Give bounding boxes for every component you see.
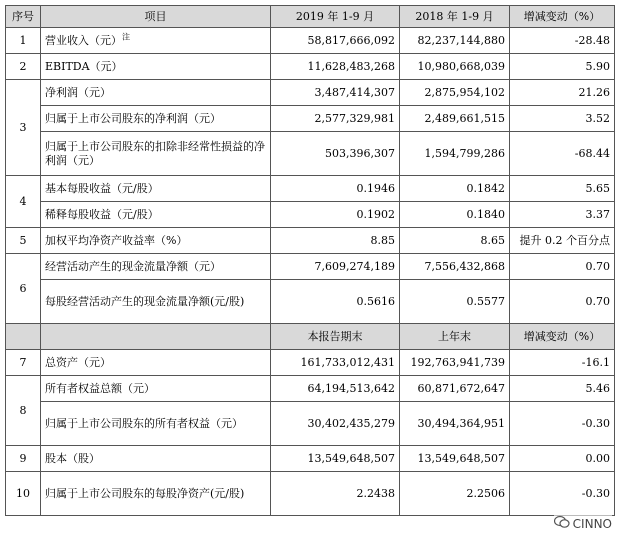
header-2018: 2018 年 1-9 月 [400, 6, 510, 28]
row-no: 1 [6, 28, 41, 54]
table-row [6, 106, 615, 132]
table-row [6, 54, 615, 80]
table-row [6, 446, 615, 472]
subheader-prev: 上年末 [400, 324, 510, 350]
value-change: 0.00 [510, 446, 615, 472]
row-item: EBITDA（元） [41, 54, 271, 80]
financial-summary-table [5, 5, 615, 516]
value-previous: 60,871,672,647 [400, 376, 510, 402]
value-current: 30,402,435,279 [271, 402, 400, 446]
value-change: 0.70 [510, 280, 615, 324]
wechat-icon [554, 515, 570, 532]
row-no: 4 [6, 176, 41, 228]
value-change: 21.26 [510, 80, 615, 106]
header-change: 增减变动（%） [510, 6, 615, 28]
value-2019: 58,817,666,092 [271, 28, 400, 54]
row-item: 归属于上市公司股东的扣除非经常性损益的净利润（元） [41, 132, 271, 176]
value-current: 2.2438 [271, 472, 400, 516]
table-row [6, 202, 615, 228]
value-2018: 1,594,799,286 [400, 132, 510, 176]
value-2019: 0.1946 [271, 176, 400, 202]
value-2019: 7,609,274,189 [271, 254, 400, 280]
value-2019: 2,577,329,981 [271, 106, 400, 132]
value-change: 3.52 [510, 106, 615, 132]
subheader-blank-item [41, 324, 271, 350]
value-previous: 192,763,941,739 [400, 350, 510, 376]
row-item: 归属于上市公司股东的每股净资产(元/股) [41, 472, 271, 516]
value-change: 提升 0.2 个百分点 [510, 228, 615, 254]
value-change: -16.1 [510, 350, 615, 376]
header-item: 项目 [41, 6, 271, 28]
value-2018: 2,489,661,515 [400, 106, 510, 132]
watermark [554, 515, 612, 532]
subheader-period: 本报告期末 [271, 324, 400, 350]
subheader-blank-no [6, 324, 41, 350]
value-change: 5.90 [510, 54, 615, 80]
row-no: 8 [6, 376, 41, 446]
value-change: 3.37 [510, 202, 615, 228]
value-2018: 2,875,954,102 [400, 80, 510, 106]
row-item: 净利润（元） [41, 80, 271, 106]
row-item [41, 28, 271, 54]
table-row [6, 350, 615, 376]
table-row [6, 402, 615, 446]
table-row [6, 228, 615, 254]
value-2019: 11,628,483,268 [271, 54, 400, 80]
table-row [6, 176, 615, 202]
value-2019: 0.5616 [271, 280, 400, 324]
row-no: 10 [6, 472, 41, 516]
value-previous: 13,549,648,507 [400, 446, 510, 472]
value-change: 5.65 [510, 176, 615, 202]
row-no: 3 [6, 80, 41, 176]
value-2019: 8.85 [271, 228, 400, 254]
row-item: 归属于上市公司股东的所有者权益（元） [41, 402, 271, 446]
value-previous: 30,494,364,951 [400, 402, 510, 446]
table-row [6, 376, 615, 402]
row-item: 经营活动产生的现金流量净额（元） [41, 254, 271, 280]
value-change: -0.30 [510, 472, 615, 516]
value-current: 161,733,012,431 [271, 350, 400, 376]
table-row [6, 28, 615, 54]
value-change: 5.46 [510, 376, 615, 402]
table-row [6, 132, 615, 176]
value-current: 64,194,513,642 [271, 376, 400, 402]
row-item: 所有者权益总额（元） [41, 376, 271, 402]
value-2018: 0.1842 [400, 176, 510, 202]
value-2019: 3,487,414,307 [271, 80, 400, 106]
value-2018: 0.1840 [400, 202, 510, 228]
row-item: 每股经营活动产生的现金流量净额(元/股) [41, 280, 271, 324]
table-row [6, 472, 615, 516]
row-item: 归属于上市公司股东的净利润（元） [41, 106, 271, 132]
table-row [6, 280, 615, 324]
value-2019: 0.1902 [271, 202, 400, 228]
row-item: 稀释每股收益（元/股） [41, 202, 271, 228]
row-no: 6 [6, 254, 41, 324]
row-item: 加权平均净资产收益率（%） [41, 228, 271, 254]
footnote-mark: 注 [122, 31, 130, 41]
subheader-change: 增减变动（%） [510, 324, 615, 350]
table-row [6, 80, 615, 106]
value-change: -0.30 [510, 402, 615, 446]
value-2018: 0.5577 [400, 280, 510, 324]
row-no: 2 [6, 54, 41, 80]
row-item: 基本每股收益（元/股） [41, 176, 271, 202]
value-change: -68.44 [510, 132, 615, 176]
row-no: 7 [6, 350, 41, 376]
value-2018: 10,980,668,039 [400, 54, 510, 80]
table-subheader-row [6, 324, 615, 350]
row-no: 9 [6, 446, 41, 472]
header-2019: 2019 年 1-9 月 [271, 6, 400, 28]
watermark-text: CINNO [572, 516, 612, 531]
value-2018: 8.65 [400, 228, 510, 254]
value-current: 13,549,648,507 [271, 446, 400, 472]
value-2019: 503,396,307 [271, 132, 400, 176]
value-previous: 2.2506 [400, 472, 510, 516]
header-no: 序号 [6, 6, 41, 28]
row-item: 股本（股） [41, 446, 271, 472]
table-header-row [6, 6, 615, 28]
row-item: 总资产（元） [41, 350, 271, 376]
row-no: 5 [6, 228, 41, 254]
value-2018: 7,556,432,868 [400, 254, 510, 280]
value-2018: 82,237,144,880 [400, 28, 510, 54]
value-change: -28.48 [510, 28, 615, 54]
value-change: 0.70 [510, 254, 615, 280]
table-row [6, 254, 615, 280]
row-item-text: 营业收入（元） [45, 33, 122, 47]
